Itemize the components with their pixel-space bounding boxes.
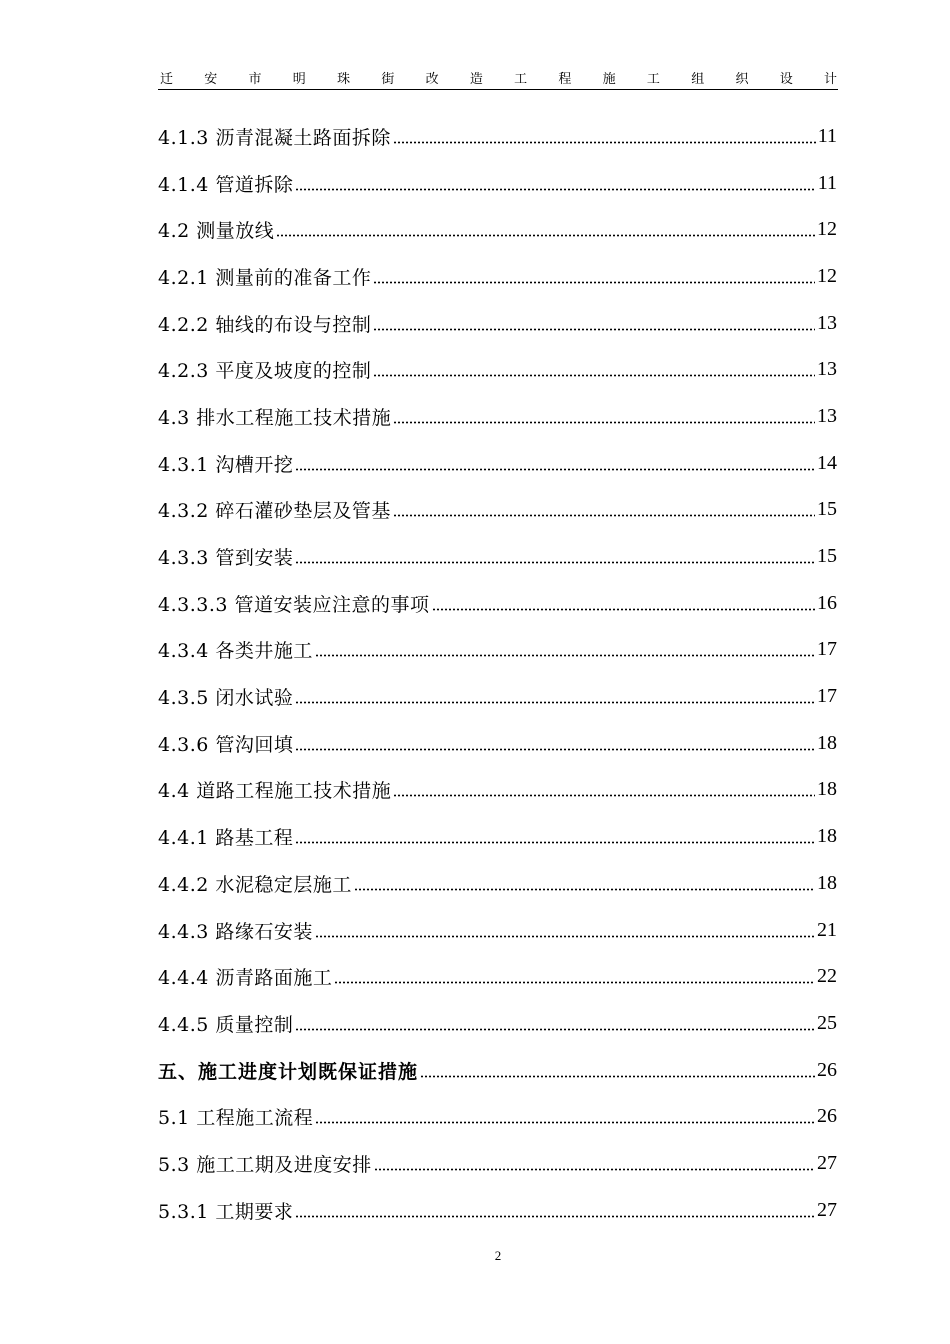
toc-entry-title: 五、施工进度计划既保证措施 <box>158 1060 419 1083</box>
toc-entry-title: 4.4.5 质量控制 <box>158 1013 294 1036</box>
dot-leader <box>393 141 816 144</box>
toc-entry[interactable] <box>158 813 837 860</box>
dot-leader <box>373 281 815 284</box>
toc-entry[interactable] <box>158 953 837 1000</box>
dot-leader <box>295 841 815 844</box>
toc-entry-title: 4.4.3 路缘石安装 <box>158 920 313 943</box>
toc-entry-page: 18 <box>817 871 837 894</box>
dot-leader <box>420 1075 815 1078</box>
page-number: 2 <box>494 1248 502 1263</box>
toc-entry-title: 4.4.1 路基工程 <box>158 827 294 850</box>
header-char: 明 <box>292 71 306 87</box>
header-rule <box>158 89 838 90</box>
toc-entry-title: 5.3 施工工期及进度安排 <box>158 1153 372 1176</box>
header-char: 珠 <box>337 71 351 87</box>
dot-leader <box>393 514 815 517</box>
toc-entry[interactable] <box>158 113 837 160</box>
toc-entry-page: 15 <box>817 545 837 568</box>
toc-entry-title: 5.3.1 工期要求 <box>158 1200 294 1223</box>
dot-leader <box>354 888 815 891</box>
toc-entry[interactable] <box>158 206 837 253</box>
toc-entry-page: 13 <box>817 311 837 334</box>
dot-leader <box>295 1215 815 1218</box>
toc-entry-page: 13 <box>817 358 837 381</box>
toc-entry-title: 4.3.6 管沟回填 <box>158 733 294 756</box>
dot-leader <box>432 608 815 611</box>
toc-entry[interactable] <box>158 253 837 300</box>
running-header <box>160 64 837 90</box>
dot-leader <box>295 748 815 751</box>
dot-leader <box>295 188 815 191</box>
toc-entry[interactable] <box>158 580 837 627</box>
toc-entry[interactable] <box>158 487 837 534</box>
header-char: 工 <box>646 71 660 87</box>
toc-entry[interactable] <box>158 627 837 674</box>
toc-entry-title: 4.2.1 测量前的准备工作 <box>158 266 372 289</box>
toc-entry[interactable] <box>158 907 837 954</box>
toc-entry-title: 4.3.3.3 管道安装应注意的事项 <box>158 593 430 616</box>
dot-leader <box>393 421 815 424</box>
toc-entry-title: 4.3.5 闭水试验 <box>158 687 294 710</box>
toc-entry-title: 4.2 测量放线 <box>158 220 275 243</box>
toc-entry-title: 4.3.1 沟槽开挖 <box>158 453 294 476</box>
header-char: 工 <box>514 71 528 87</box>
toc-entry-page: 17 <box>817 638 837 661</box>
header-char: 织 <box>735 71 749 87</box>
toc-entry-title: 4.2.3 平度及坡度的控制 <box>158 360 372 383</box>
header-char: 改 <box>425 71 439 87</box>
toc-entry[interactable] <box>158 160 837 207</box>
toc-entry-page: 14 <box>817 451 837 474</box>
dot-leader <box>373 328 815 331</box>
toc-entry[interactable] <box>158 533 837 580</box>
dot-leader <box>374 1168 815 1171</box>
toc-entry-title: 4.2.2 轴线的布设与控制 <box>158 313 372 336</box>
toc-entry-page: 15 <box>817 498 837 521</box>
toc-entry-title: 4.4.2 水泥稳定层施工 <box>158 873 352 896</box>
dot-leader <box>295 1028 815 1031</box>
header-char: 迁 <box>160 71 174 87</box>
toc-entry-page: 11 <box>817 171 837 194</box>
header-char: 程 <box>558 71 572 87</box>
toc-entry-title: 4.3.4 各类井施工 <box>158 640 313 663</box>
toc-entry-title: 4.4 道路工程施工技术措施 <box>158 780 392 803</box>
toc-entry-page: 25 <box>817 1011 837 1034</box>
toc-entry[interactable] <box>158 1140 837 1187</box>
toc-entry[interactable] <box>158 1093 837 1140</box>
toc-entry[interactable] <box>158 440 837 487</box>
header-char: 安 <box>204 71 218 87</box>
dot-leader <box>276 234 815 237</box>
toc-entry-page: 17 <box>817 685 837 708</box>
toc-entry-page: 18 <box>817 731 837 754</box>
header-char: 街 <box>381 71 395 87</box>
toc-entry-page: 12 <box>817 218 837 241</box>
toc-entry-title: 4.1.3 沥青混凝土路面拆除 <box>158 126 391 149</box>
dot-leader <box>393 794 815 797</box>
toc-entry-page: 18 <box>817 825 837 848</box>
toc-entry-page: 27 <box>817 1198 837 1221</box>
header-char: 造 <box>469 71 483 87</box>
toc-entry-page: 13 <box>817 404 837 427</box>
toc-entry-page: 18 <box>817 778 837 801</box>
toc-entry-page: 26 <box>817 1058 837 1081</box>
toc-entry-page: 27 <box>817 1151 837 1174</box>
toc-entry-title: 4.3 排水工程施工技术措施 <box>158 406 392 429</box>
toc-entry[interactable] <box>158 673 837 720</box>
toc-entry-title: 4.4.4 沥青路面施工 <box>158 967 333 990</box>
toc-entry[interactable] <box>158 767 837 814</box>
header-char: 计 <box>823 71 837 87</box>
toc-entry-page: 12 <box>817 264 837 287</box>
toc-entry-page: 11 <box>817 124 837 147</box>
dot-leader <box>373 374 815 377</box>
header-char: 施 <box>602 71 616 87</box>
toc-entry-page: 26 <box>817 1105 837 1128</box>
dot-leader <box>315 654 815 657</box>
toc-entry[interactable] <box>158 300 837 347</box>
toc-entry[interactable] <box>158 1000 837 1047</box>
dot-leader <box>295 561 815 564</box>
dot-leader <box>295 468 815 471</box>
toc-entry[interactable] <box>158 860 837 907</box>
toc-entry-page: 22 <box>817 965 837 988</box>
toc-entry-title: 5.1 工程施工流程 <box>158 1107 314 1130</box>
toc-entry[interactable] <box>158 1047 837 1094</box>
dot-leader <box>315 935 815 938</box>
toc-entry[interactable] <box>158 1187 837 1234</box>
toc-entry-title: 4.3.2 碎石灌砂垫层及管基 <box>158 500 391 523</box>
header-char: 组 <box>691 71 705 87</box>
dot-leader <box>295 701 815 704</box>
toc-entry-page: 16 <box>817 591 837 614</box>
toc-entry[interactable] <box>158 720 837 767</box>
dot-leader <box>334 981 815 984</box>
dot-leader <box>315 1121 815 1124</box>
header-char: 市 <box>248 71 262 87</box>
toc-entry[interactable] <box>158 393 837 440</box>
header-char: 设 <box>779 71 793 87</box>
toc-entry-page: 21 <box>817 918 837 941</box>
table-of-contents <box>158 113 837 1234</box>
toc-entry[interactable] <box>158 346 837 393</box>
toc-entry-title: 4.1.4 管道拆除 <box>158 173 294 196</box>
toc-entry-title: 4.3.3 管到安装 <box>158 547 294 570</box>
